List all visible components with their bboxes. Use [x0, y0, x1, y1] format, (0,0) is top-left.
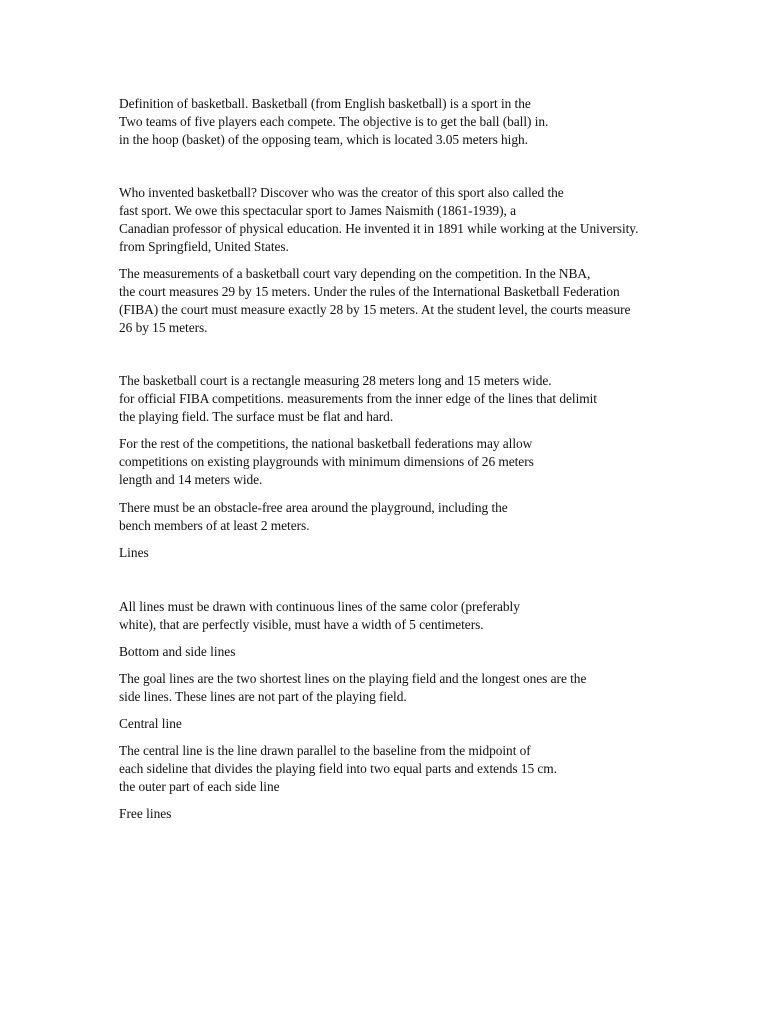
- text-line: from Springfield, United States.: [119, 239, 289, 254]
- text-line: side lines. These lines are not part of the playing field.: [119, 689, 407, 704]
- text-line: The measurements of a basketball court vary depending on the competition. In the NBA,: [119, 266, 591, 281]
- text-line: Two teams of five players each compete. The objective is to get the ball (ball) in.: [119, 114, 549, 129]
- text-line: All lines must be drawn with continuous lines of the same color (preferably: [119, 599, 520, 614]
- text-line: in the hoop (basket) of the opposing team, which is located 3.05 meters high.: [119, 132, 528, 147]
- text-line: the court measures 29 by 15 meters. Under the rules of the International Basketball Federation: [119, 284, 620, 299]
- text-line: length and 14 meters wide.: [119, 472, 263, 487]
- paragraph-all-lines: [119, 598, 679, 634]
- text-line: fast sport. We owe this spectacular sport to James Naismith (1861-1939), a: [119, 203, 516, 218]
- text-line: the outer part of each side line: [119, 779, 280, 794]
- text-line: The goal lines are the two shortest lines on the playing field and the longest ones are the: [119, 671, 587, 686]
- text-line: bench members of at least 2 meters.: [119, 518, 310, 533]
- text-line: the playing field. The surface must be flat and hard.: [119, 409, 394, 424]
- text-line: There must be an obstacle-free area around the playground, including the: [119, 500, 508, 515]
- paragraph-other-competitions: [119, 435, 679, 489]
- paragraph-who-invented: [119, 184, 679, 256]
- paragraph-goal-lines: [119, 670, 679, 706]
- paragraph-court-measurements: [119, 265, 679, 337]
- text-line: white), that are perfectly visible, must have a width of 5 centimeters.: [119, 617, 484, 632]
- text-line: The central line is the line drawn parallel to the baseline from the midpoint of: [119, 743, 531, 758]
- text-line: For the rest of the competitions, the national basketball federations may allow: [119, 436, 533, 451]
- heading-bottom-and-side-lines: Bottom and side lines: [119, 644, 236, 659]
- text-line: (FIBA) the court must measure exactly 28 by 15 meters. At the student level, the courts measure: [119, 302, 631, 317]
- text-line: each sideline that divides the playing field into two equal parts and extends 15 cm.: [119, 761, 557, 776]
- text-line: competitions on existing playgrounds with minimum dimensions of 26 meters: [119, 454, 534, 469]
- paragraph-court-rectangle: [119, 372, 679, 426]
- heading-central-line: Central line: [119, 716, 182, 731]
- text-line: Definition of basketball. Basketball (from English basketball) is a sport in the: [119, 96, 531, 111]
- text-line: 26 by 15 meters.: [119, 320, 208, 335]
- heading-free-lines: Free lines: [119, 806, 172, 821]
- paragraph-basketball-definition: [119, 95, 679, 149]
- heading-lines: Lines: [119, 545, 149, 560]
- text-line: The basketball court is a rectangle measuring 28 meters long and 15 meters wide.: [119, 373, 552, 388]
- text-line: for official FIBA competitions. measurements from the inner edge of the lines that delimit: [119, 391, 597, 406]
- text-line: Who invented basketball? Discover who was the creator of this sport also called the: [119, 185, 564, 200]
- paragraph-obstacle-free-area: [119, 499, 679, 535]
- text-line: Canadian professor of physical education. He invented it in 1891 while working at the University.: [119, 221, 639, 236]
- paragraph-central-line: [119, 742, 679, 796]
